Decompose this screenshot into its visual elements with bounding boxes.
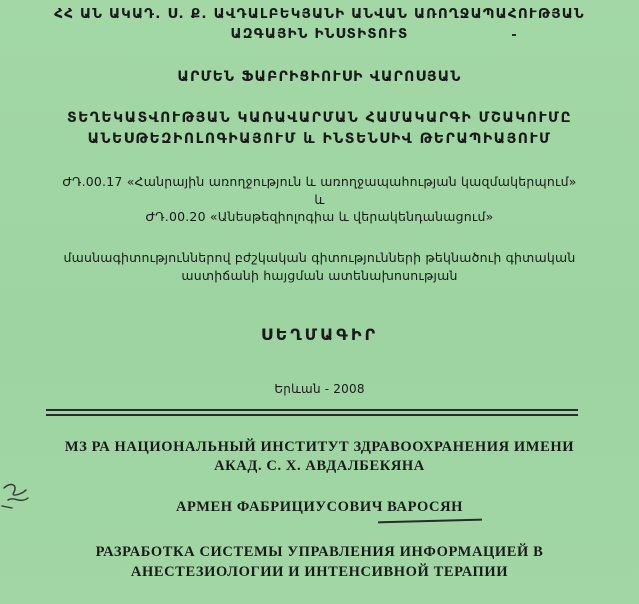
russian-title-line-2: АНЕСТЕЗИОЛОГИИ И ИНТЕНСИВНОЙ ТЕРАПИИ — [130, 564, 509, 580]
divider-rule-upper — [46, 409, 578, 411]
armenian-specialty-2: ԺԴ.00.20 «Անեսթեզիոլոգիա և վերակենդանացում» — [145, 209, 494, 224]
armenian-institute-line-1: ՀՀ ԱՆ ԱԿԱԴ. Ս. Ք. ԱՎԴԱԼԲԵԿՅԱՆԻ ԱՆՎԱՆ ԱՌՈՂՋԱՊԱՀՈՒԹՅԱՆ — [54, 6, 585, 22]
armenian-conjunction: և — [314, 192, 325, 207]
armenian-abstract-heading: ՍԵՂՄԱԳԻՐ — [260, 325, 379, 344]
armenian-place-year: Երևան - 2008 — [274, 382, 365, 396]
handwritten-underline — [378, 519, 482, 524]
armenian-author-name: ԱՐՄԵՆ ՖԱԲՐԻՑԻՈՒՍԻ ՎԱՐՈՍՅԱՆ — [177, 69, 462, 85]
armenian-degree-line-1: մասնագիտություններով բժշկական գիտությունների թեկնածուի գիտական — [63, 250, 576, 265]
divider-rule-lower — [46, 414, 578, 416]
armenian-title-line-1: ՏԵՂԵԿԱՏՎՈՒԹՅԱՆ ԿԱՌԱՎԱՐՄԱՆ ՀԱՄԱԿԱՐԳԻ ՄՇԱԿՈՒՄԸ — [66, 110, 573, 126]
armenian-institute-line-2: ԱԶԳԱՅԻՆ ԻՆՍՏԻՏՈՒՏ — [230, 26, 409, 42]
armenian-title-line-2: ԱՆԵՍԹԵԶԻՈԼՈԳԻԱՅՈՒՄ և ԻՆՏԵՆՍԻՎ ԹԵՐԱՊԻԱՅՈՒՄ — [87, 131, 552, 147]
armenian-degree-line-2: աստիճանի հայցման ատենախոսության — [181, 268, 458, 283]
russian-institute-line-2: АКАД. С. Х. АВДАЛБЕКЯНА — [214, 458, 425, 474]
armenian-specialty-1: ԺԴ.00.17 «Հանրային առողջություն և առողջապահության կազմակերպում» — [62, 174, 577, 189]
russian-title-line-1: РАЗРАБОТКА СИСТЕМЫ УПРАВЛЕНИЯ ИНФОРМАЦИЕЙ В — [95, 544, 544, 560]
russian-institute-line-1: МЗ РА НАЦИОНАЛЬНЫЙ ИНСТИТУТ ЗДРАВООХРАНЕНИЯ ИМЕНИ — [64, 439, 575, 455]
russian-author-name: АРМЕН ФАБРИЦИУСОВИЧ ВАРОСЯН — [175, 499, 464, 515]
margin-scribble — [0, 478, 42, 512]
